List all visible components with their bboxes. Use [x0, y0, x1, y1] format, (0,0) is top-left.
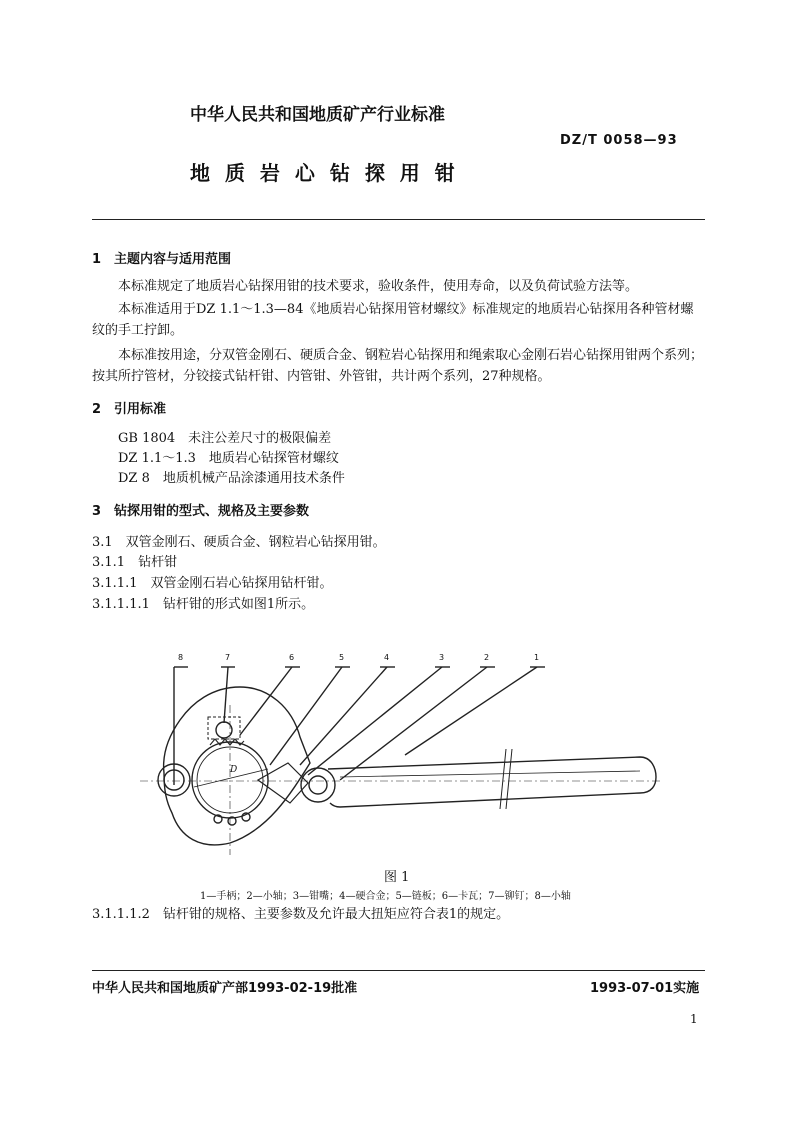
figure-label-3: 3	[439, 653, 445, 662]
footer-rule	[92, 970, 705, 971]
section-2-heading: 2 引用标准	[92, 402, 167, 417]
figure-1	[140, 645, 660, 860]
figure-inner-label-d: D	[230, 765, 238, 775]
figure-label-4: 4	[384, 653, 390, 662]
org-title: 中华人民共和国地质矿产行业标准	[190, 105, 445, 125]
figure-label-1: 1	[534, 653, 540, 662]
section-3-heading: 3 钻探用钳的型式、规格及主要参数	[92, 504, 310, 519]
figure-label-6: 6	[289, 653, 295, 662]
clause-3-1-1-1-1: 3.1.1.1.1 钻杆钳的形式如图1所示。	[92, 597, 315, 612]
figure-label-5: 5	[339, 653, 345, 662]
section-1-paragraph-2: 本标准适用于DZ 1.1～1.3—84《地质岩心钻探用管材螺纹》标准规定的地质岩心钻探用各种管材螺纹的手工拧卸。	[92, 302, 694, 338]
figure-caption: 图 1	[384, 870, 410, 885]
figure-label-2: 2	[484, 653, 490, 662]
reference-dz8: DZ 8 地质机械产品涂漆通用技术条件	[118, 471, 345, 486]
standard-code: DZ/T 0058—93	[560, 133, 678, 148]
document-title: 地 质 岩 心 钻 探 用 钳	[190, 161, 459, 185]
reference-dz11: DZ 1.1～1.3 地质岩心钻探管材螺纹	[118, 451, 339, 466]
figure-label-8: 8	[178, 653, 184, 662]
wrench-drawing	[140, 645, 660, 860]
clause-3-1-1: 3.1.1 钻杆钳	[92, 555, 178, 570]
header-rule	[92, 219, 705, 220]
clause-3-1-1-1-2: 3.1.1.1.2 钻杆钳的规格、主要参数及允许最大扭矩应符合表1的规定。	[92, 907, 510, 922]
implementation-date: 1993-07-01实施	[590, 981, 700, 996]
section-1-paragraph-1: 本标准规定了地质岩心钻探用钳的技术要求，验收条件，使用寿命，以及负荷试验方法等。	[118, 279, 639, 294]
approval-line: 中华人民共和国地质矿产部1993-02-19批准	[92, 981, 358, 996]
reference-gb1804: GB 1804 未注公差尺寸的极限偏差	[118, 431, 332, 446]
figure-label-7: 7	[225, 653, 231, 662]
figure-legend: 1—手柄；2—小轴；3—钳嘴；4—硬合金；5—链板；6—卡瓦；7—铆钉；8—小轴	[200, 891, 571, 902]
clause-3-1-1-1: 3.1.1.1 双管金刚石岩心钻探用钻杆钳。	[92, 576, 333, 591]
clause-3-1: 3.1 双管金刚石、硬质合金、钢粒岩心钻探用钳。	[92, 535, 386, 550]
page-number: 1	[690, 1012, 698, 1026]
section-1-heading: 1 主题内容与适用范围	[92, 252, 232, 267]
section-1-paragraph-3: 本标准按用途，分双管金刚石、硬质合金、钢粒岩心钻探用和绳索取心金刚石岩心钻探用钳两个系列；按其所拧管材，分铰接式钻杆钳、内管钳、外管钳，共计两个系列，27种规格。	[92, 348, 704, 384]
